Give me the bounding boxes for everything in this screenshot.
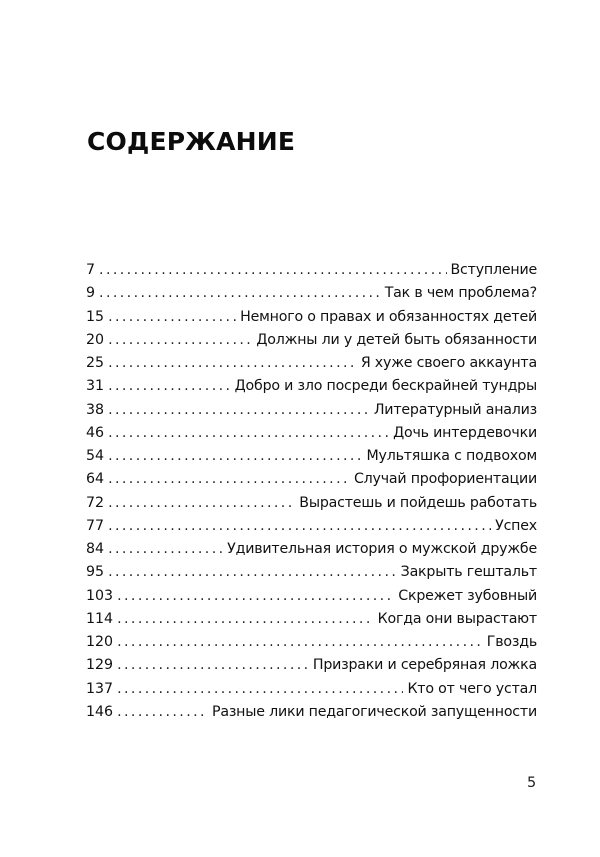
toc-chapter-title: Вступление: [450, 262, 537, 278]
toc-chapter-title: Должны ли у детей быть обязанности: [256, 331, 537, 348]
toc-page-number: 77: [86, 517, 105, 534]
toc-page-number: 25: [86, 355, 105, 371]
toc-leader-dots: [108, 515, 491, 538]
toc-chapter-title: Закрыть гештальт: [400, 564, 537, 581]
toc-leader-dots: [108, 375, 231, 398]
toc-page-number: 84: [86, 541, 105, 557]
toc-page-number: 95: [86, 564, 105, 581]
toc-page-number: 20: [86, 331, 105, 348]
toc-chapter-title: Разные лики педагогической запущенности: [211, 703, 537, 720]
toc-entry[interactable]: [86, 608, 537, 631]
toc-entry[interactable]: [86, 701, 537, 724]
toc-page-number: 31: [86, 378, 105, 395]
toc-page-number: 7: [86, 262, 96, 278]
toc-leader-dots: [108, 306, 236, 329]
toc-leader-dots: [117, 678, 403, 701]
toc-entry[interactable]: [86, 329, 537, 352]
toc-chapter-title: Мультяшка с подвохом: [366, 448, 537, 464]
toc-entry[interactable]: [86, 538, 537, 561]
toc-page-number: 15: [86, 308, 105, 325]
toc-entry[interactable]: [86, 561, 537, 584]
toc-entry[interactable]: [86, 492, 537, 515]
toc-chapter-title: Литературный анализ: [373, 401, 537, 418]
page-number: 5: [527, 775, 537, 791]
toc-page-number: 54: [86, 448, 105, 464]
toc-chapter-title: Немного о правах и обязанностях детей: [240, 308, 537, 325]
toc-entry[interactable]: [86, 422, 537, 445]
toc-page-number: 114: [86, 610, 114, 627]
toc-leader-dots: [117, 701, 208, 724]
toc-chapter-title: Скрежет зубовный: [398, 587, 537, 604]
toc-chapter-title: Удивительная история о мужской дружбе: [227, 541, 537, 557]
toc-chapter-title: Когда они вырастают: [377, 610, 537, 627]
toc-leader-dots: [117, 585, 394, 608]
toc-leader-dots: [117, 631, 483, 654]
page-title: СОДЕРЖАНИЕ: [87, 127, 296, 156]
toc-entry[interactable]: [86, 306, 537, 329]
toc-leader-dots: [108, 399, 370, 422]
toc-chapter-title: Так в чем проблема?: [384, 285, 537, 302]
toc-page-number: 9: [86, 285, 96, 302]
toc-leader-dots: [117, 608, 374, 631]
toc-leader-dots: [99, 282, 381, 305]
toc-entry[interactable]: [86, 445, 537, 468]
toc-entry[interactable]: [86, 375, 537, 398]
toc-page-number: 146: [86, 703, 114, 720]
toc-entry[interactable]: [86, 352, 537, 375]
toc-leader-dots: [108, 561, 397, 584]
toc-leader-dots: [108, 329, 252, 352]
toc-entry[interactable]: [86, 468, 537, 491]
toc-chapter-title: Вырастешь и пойдешь работать: [299, 494, 537, 511]
toc-chapter-title: Добро и зло посреди бескрайней тундры: [234, 378, 537, 395]
toc-leader-dots: [108, 492, 295, 515]
toc-page-number: 46: [86, 424, 105, 441]
toc-chapter-title: Дочь интердевочки: [393, 424, 537, 441]
toc-chapter-title: Кто от чего устал: [407, 680, 537, 697]
toc-leader-dots: [117, 654, 309, 677]
toc-entry[interactable]: [86, 631, 537, 654]
toc-chapter-title: Я хуже своего аккаунта: [360, 355, 537, 371]
toc-page-number: 38: [86, 401, 105, 418]
toc-page-number: 120: [86, 634, 114, 650]
toc-page-number: 72: [86, 494, 105, 511]
toc-page-number: 64: [86, 471, 105, 488]
toc-leader-dots: [99, 259, 446, 282]
toc-chapter-title: Гвоздь: [486, 634, 537, 650]
toc-page-number: 103: [86, 587, 114, 604]
toc-entry[interactable]: [86, 654, 537, 677]
toc-entry[interactable]: [86, 282, 537, 305]
toc-leader-dots: [108, 468, 350, 491]
toc-chapter-title: Случай профориентации: [353, 471, 537, 488]
toc-entry[interactable]: [86, 259, 537, 282]
toc-leader-dots: [108, 538, 223, 561]
toc-entry[interactable]: [86, 515, 537, 538]
toc-entry[interactable]: [86, 585, 537, 608]
toc-entry[interactable]: [86, 678, 537, 701]
toc-leader-dots: [108, 422, 389, 445]
toc-page-number: 137: [86, 680, 114, 697]
toc-entry[interactable]: [86, 399, 537, 422]
table-of-contents: [86, 259, 537, 724]
toc-chapter-title: Успех: [495, 517, 537, 534]
toc-leader-dots: [108, 445, 362, 468]
toc-page-number: 129: [86, 657, 114, 674]
toc-chapter-title: Призраки и серебряная ложка: [312, 657, 537, 674]
toc-leader-dots: [108, 352, 357, 375]
